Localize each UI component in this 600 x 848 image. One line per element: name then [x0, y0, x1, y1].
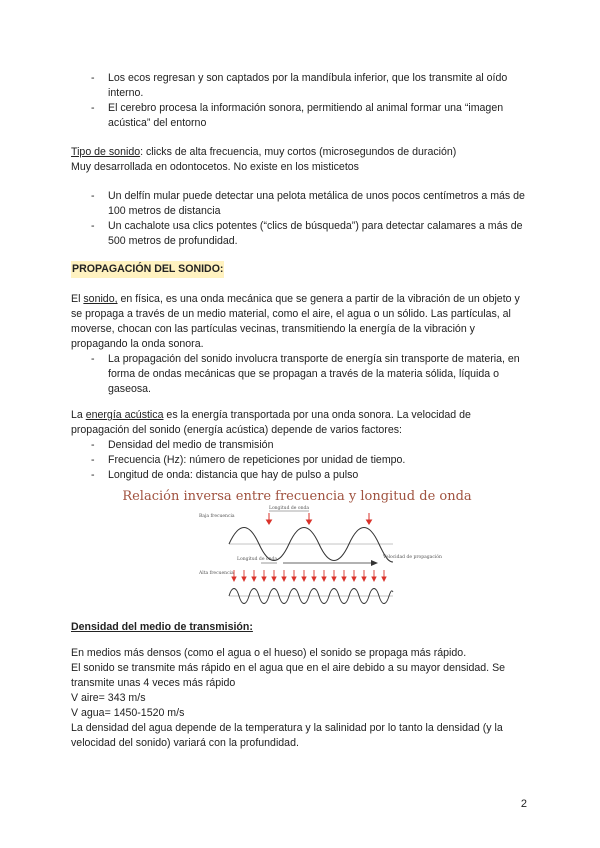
top-bullet-list [71, 71, 531, 131]
text-line: La densidad del agua depende de la temperatura y la salinidad por lo tanto la densidad (y la velocidad del sonido) variará con la profundidad. [71, 722, 503, 749]
odontocetos-line: Muy desarrollada en odontocetos. No existe en los misticetos [71, 161, 359, 173]
propagacion-heading-block [71, 261, 531, 278]
tipo-sonido-paragraph [71, 145, 531, 175]
high-frequency-arrows [232, 570, 386, 581]
section-heading-propagacion: PROPAGACIÓN DEL SONIDO: [71, 261, 224, 278]
densidad-heading-block [71, 620, 531, 635]
list-item: - Longitud de onda: distancia que hay de pulso a pulso [71, 468, 531, 483]
v-aire-line: V aire= 343 m/s [71, 692, 146, 704]
tipo-sonido-label: Tipo de sonido [71, 146, 141, 158]
high-frequency-label: Alta frecuencia [199, 571, 234, 576]
list-item: - El cerebro procesa la información sonora, permitiendo al animal formar una “imagen acústica” del entorno [71, 101, 531, 131]
mid-bullet-list [71, 189, 531, 249]
wavelength-label: Longitud de onda [268, 506, 310, 511]
figure-title: Relación inversa entre frecuencia y longitud de onda [122, 489, 472, 504]
list-item: - Un cachalote usa clics potentes (“clics de búsqueda”) para detectar calamares a más de 500 metros de profundidad. [71, 219, 531, 249]
frequency-wavelength-figure [122, 484, 472, 616]
page-number: 2 [520, 798, 527, 810]
tipo-sonido-text: : clicks de alta frecuencia, muy cortos (microsegundos de duración) [140, 146, 457, 158]
low-frequency-arrows [267, 513, 372, 524]
text-line: En medios más densos (como el agua o el hueso) el sonido se propaga más rápido. [71, 647, 467, 659]
low-frequency-label: Baja frecuencia [199, 514, 235, 519]
propagation-label: Velocidad de propagación [383, 555, 442, 560]
v-agua-line: V agua= 1450-1520 m/s [71, 707, 185, 719]
sonido-paragraph: El sonido, en física, es una onda mecánica que se genera a partir de la vibración de un objeto y se propaga a través de un medio material, como el aire, el agua o un sólido. Las partículas, al moverse, chocan con las partículas vecinas, transmitiendo la energía de la vibración y propagando la onda sonora. - La propagación del sonido involucra transporte de energía sin transporte de materia, en forma de ondas mecánicas que se propagan a través de la materia sólida, líquida o gaseosa. [71, 292, 531, 397]
list-item: - Densidad del medio de transmisión [71, 438, 531, 453]
wave-diagram [122, 484, 472, 616]
text-line: El sonido se transmite más rápido en el agua que en el aire debido a su mayor densidad. Se transmite unas 4 veces más rápido [71, 662, 506, 689]
list-item: - Frecuencia (Hz): número de repeticiones por unidad de tiempo. [71, 453, 531, 468]
section-heading-densidad: Densidad del medio de transmisión: [71, 621, 253, 633]
list-item: - La propagación del sonido involucra transporte de energía sin transporte de materia, en forma de ondas mecánicas que se propagan a través de la materia sólida, líquida o gaseosa. [71, 352, 531, 397]
energia-paragraph: La energía acústica es la energía transportada por una onda sonora. La velocidad de propagación del sonido (energía acústica) depende de varios factores: - Densidad del medio de transmisión - Frecuencia (Hz): número de repeticiones por unidad de tiempo. - Longitud de onda: distancia que hay de pulso a pulso [71, 408, 531, 483]
list-item: - Un delfín mular puede detectar una pelota metálica de unos pocos centímetros a más de 100 metros de distancia [71, 189, 531, 219]
wavelength-label-2: Longitud de onda [237, 557, 278, 562]
list-item: - Los ecos regresan y son captados por la mandíbula inferior, que los transmite al oído interno. [71, 71, 531, 101]
energia-term: energía acústica [85, 409, 164, 421]
propagation-arrowhead [371, 560, 378, 566]
densidad-paragraph [71, 646, 531, 751]
sonido-term: sonido, [83, 293, 118, 305]
